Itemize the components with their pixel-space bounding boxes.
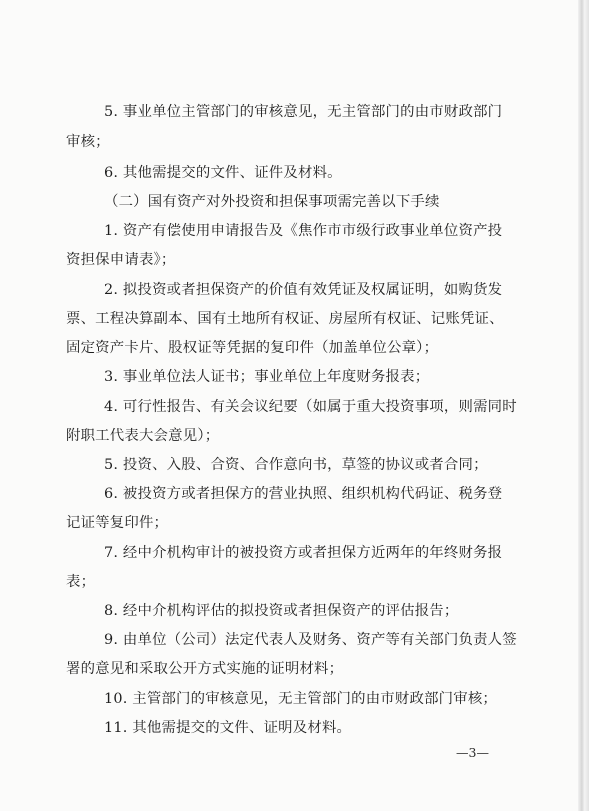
item-7-line-1: 7. 经中介机构审计的被投资方或者担保方近两年的年终财务报 — [104, 545, 503, 561]
item-4-line-2: 附职工代表大会意见）； — [66, 428, 220, 444]
paragraph-5-line-2: 审核； — [66, 134, 110, 150]
section-heading-2: （二）国有资产对外投资和担保事项需完善以下手续 — [104, 194, 440, 210]
item-10-line-1: 10. 主管部门的审核意见，无主管部门的由市财政部门审核； — [104, 691, 498, 707]
item-3-line-1: 3. 事业单位法人证书；事业单位上年度财务报表； — [104, 369, 430, 385]
item-6-line-2: 记证等复印件； — [66, 515, 169, 531]
item-1-line-2: 资担保申请表》； — [66, 252, 176, 268]
item-4-line-1: 4. 可行性报告、有关会议纪要（如属于重大投资事项，则需同时 — [104, 399, 517, 415]
paragraph-5-line-1: 5. 事业单位主管部门的审核意见，无主管部门的由市财政部门 — [104, 104, 503, 120]
item-11-line-1: 11. 其他需提交的文件、证明及材料。 — [104, 720, 352, 736]
item-2-line-3: 固定资产卡片、股权证等凭据的复印件（加盖单位公章）； — [66, 340, 439, 356]
item-9-line-1: 9. 由单位（公司）法定代表人及财务、资产等有关部门负责人签 — [104, 632, 517, 648]
item-1-line-1: 1. 资产有偿使用申请报告及《焦作市市级行政事业单位资产投 — [104, 223, 503, 239]
item-9-line-2: 署的意见和采取公开方式实施的证明材料； — [66, 661, 344, 677]
item-5-line-1: 5. 投资、入股、合资、合作意向书，草签的协议或者合同； — [104, 457, 488, 473]
item-7-line-2: 表； — [66, 574, 96, 590]
item-2-line-1: 2. 拟投资或者担保资产的价值有效凭证及权属证明，如购货发 — [104, 282, 503, 298]
page-number: —3— — [456, 745, 489, 760]
paragraph-6-line-1: 6. 其他需提交的文件、证件及材料。 — [104, 165, 342, 181]
item-8-line-1: 8. 经中介机构评估的拟投资或者担保资产的评估报告； — [104, 603, 459, 619]
item-6-line-1: 6. 被投资方或者担保方的营业执照、组织机构代码证、税务登 — [104, 486, 503, 502]
item-2-line-2: 票、工程决算副本、国有土地所有权证、房屋所有权证、记账凭证、 — [66, 311, 504, 327]
